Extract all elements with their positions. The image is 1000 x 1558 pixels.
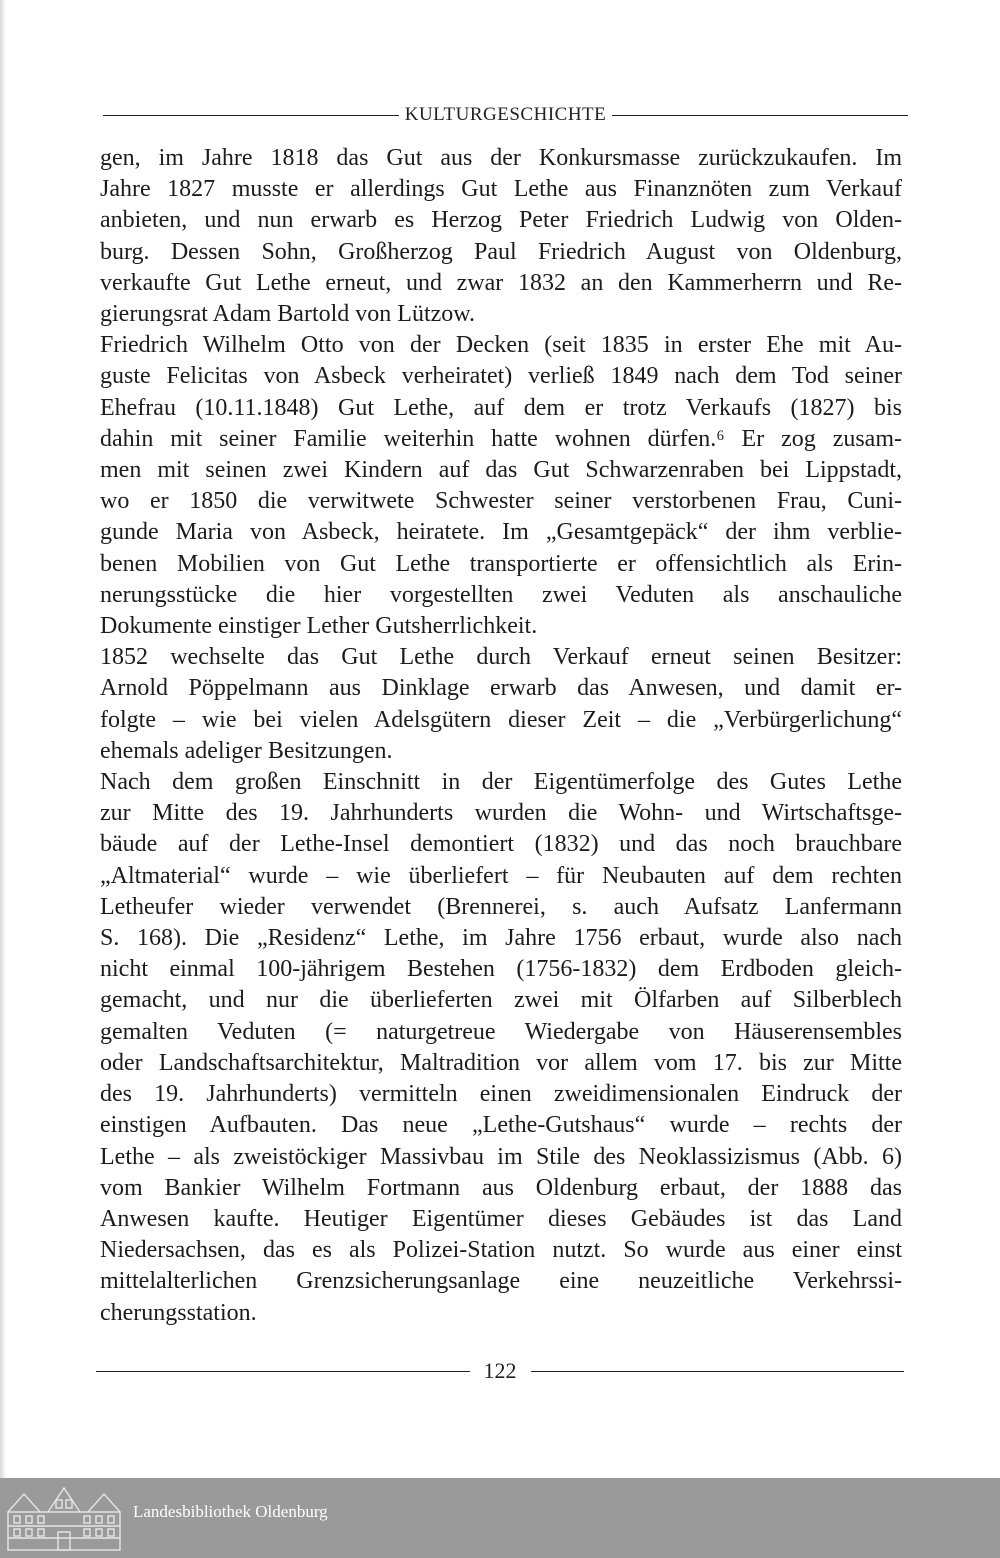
text-line: bäude auf der Lethe-Insel demontiert (1832) und das noch brauchbare <box>100 831 902 858</box>
paragraph-1 <box>100 143 902 330</box>
running-head <box>103 100 908 130</box>
library-watermark-bar <box>0 1478 1000 1558</box>
text-line: vom Bankier Wilhelm Fortmann aus Oldenburg erbaut, der 1888 das <box>100 1174 902 1201</box>
text-line: oder Landschaftsarchitektur, Maltradition vor allem vom 17. bis zur Mitte <box>100 1049 902 1076</box>
library-name: Landesbibliothek Oldenburg <box>133 1502 328 1521</box>
text-line: gierungsrat Adam Bartold von Lützow. <box>100 301 476 328</box>
text-line: S. 168). Die „Residenz“ Lethe, im Jahre 1756 erbaut, wurde also nach <box>100 925 902 952</box>
body-text <box>100 143 902 1329</box>
text-line: guste Felicitas von Asbeck verheiratet) verließ 1849 nach dem Tod seiner <box>100 363 902 390</box>
text-line: verkaufte Gut Lethe erneut, und zwar 1832 an den Kammerherrn und Re- <box>100 269 902 296</box>
text-line: wo er 1850 die verwitwete Schwester seiner verstorbenen Frau, Cuni- <box>100 488 902 515</box>
footer-rule-right <box>531 1371 905 1372</box>
text-line: Letheufer wieder verwendet (Brennerei, s. auch Aufsatz Lanfermann <box>100 893 902 920</box>
text-line: Arnold Pöppelmann aus Dinklage erwarb das Anwesen, und damit er- <box>100 675 902 702</box>
text-line: Lethe – als zweistöckiger Massivbau im Stile des Neoklassizismus (Abb. 6) <box>100 1143 902 1170</box>
page-footer <box>96 1355 904 1387</box>
page-edge-shadow <box>0 0 6 1478</box>
text-line: mittelalterlichen Grenzsicherungsanlage eine neuzeitliche Verkehrssi- <box>100 1268 902 1295</box>
text-line: Niedersachsen, das es als Polizei-Station nutzt. So wurde aus einer einst <box>100 1237 902 1264</box>
text-line: benen Mobilien von Gut Lethe transportierte er offensichtlich als Erin- <box>100 550 902 577</box>
text-line: Dokumente einstiger Lether Gutsherrlichkeit. <box>100 613 538 640</box>
text-line: men mit seinen zwei Kindern auf das Gut Schwarzenraben bei Lippstadt, <box>100 457 902 484</box>
text-line: gemacht, und nur die überlieferten zwei mit Ölfarben auf Silberblech <box>100 987 902 1014</box>
text-line: burg. Dessen Sohn, Großherzog Paul Friedrich August von Oldenburg, <box>100 238 902 265</box>
text-line: des 19. Jahrhunderts) vermitteln einen zweidimensionalen Eindruck der <box>100 1081 902 1108</box>
text-line: einstigen Aufbauten. Das neue „Lethe-Gutshaus“ wurde – rechts der <box>100 1112 902 1139</box>
text-line: Nach dem großen Einschnitt in der Eigentümerfolge des Gutes Lethe <box>100 769 902 796</box>
running-head-rule-right <box>612 115 908 116</box>
library-building-icon <box>4 1482 124 1554</box>
text-line: „Altmaterial“ wurde – wie überliefert – für Neubauten auf dem rechten <box>100 862 902 889</box>
text-line: anbieten, und nun erwarb es Herzog Peter Friedrich Ludwig von Olden- <box>100 207 902 234</box>
text-line: nicht einmal 100-jährigem Bestehen (1756-1832) dem Erdboden gleich- <box>100 956 902 983</box>
text-line: Friedrich Wilhelm Otto von der Decken (seit 1835 in erster Ehe mit Au- <box>100 332 902 359</box>
text-line: ehemals adeliger Besitzungen. <box>100 737 393 764</box>
running-head-title: KULTURGESCHICHTE <box>404 104 607 125</box>
text-line: nerungsstücke die hier vorgestellten zwei Veduten als anschauliche <box>100 581 902 608</box>
paragraph-4 <box>100 767 902 1329</box>
text-line: gunde Maria von Asbeck, heiratete. Im „Gesamtgepäck“ der ihm verblie- <box>100 519 902 546</box>
text-line: 1852 wechselte das Gut Lethe durch Verkauf erneut seinen Besitzer: <box>100 644 902 671</box>
text-line: gen, im Jahre 1818 das Gut aus der Konkursmasse zurückzukaufen. Im <box>100 145 902 171</box>
text-line: Ehefrau (10.11.1848) Gut Lethe, auf dem er trotz Verkaufs (1827) bis <box>100 394 902 421</box>
footer-rule-left <box>96 1371 470 1372</box>
text-line: folgte – wie bei vielen Adelsgütern dieser Zeit – die „Verbürgerlichung“ <box>100 706 902 733</box>
page-number: 122 <box>483 1358 517 1383</box>
paragraph-2 <box>100 330 902 642</box>
text-line: gemalten Veduten (= naturgetreue Wiedergabe von Häuserensembles <box>100 1018 902 1045</box>
text-line: Jahre 1827 musste er allerdings Gut Lethe aus Finanznöten zum Verkauf <box>100 176 902 203</box>
running-head-rule-left <box>103 115 399 116</box>
text-line: Anwesen kaufte. Heutiger Eigentümer dieses Gebäudes ist das Land <box>100 1205 902 1232</box>
text-line: dahin mit seiner Familie weiterhin hatte wohnen dürfen.⁶ Er zog zusam- <box>100 425 902 452</box>
text-line: zur Mitte des 19. Jahrhunderts wurden die Wohn- und Wirtschaftsge- <box>100 800 902 827</box>
paragraph-3 <box>100 642 902 767</box>
text-line: cherungsstation. <box>100 1299 257 1326</box>
